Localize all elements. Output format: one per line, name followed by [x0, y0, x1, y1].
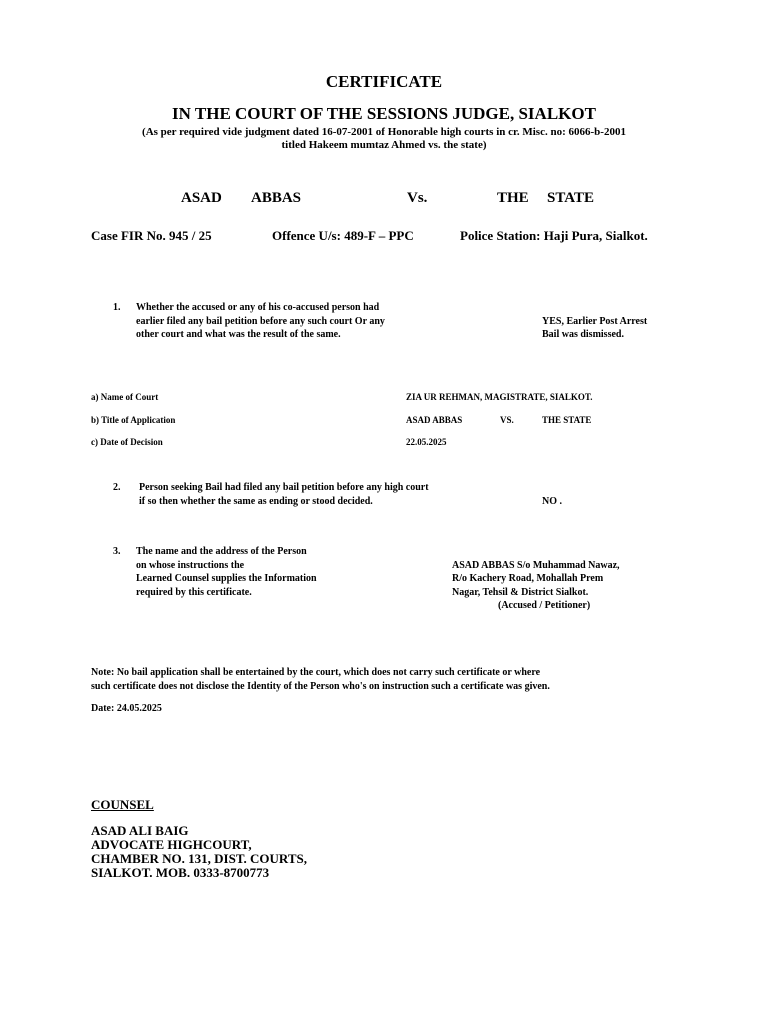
q1-number: 1. [113, 302, 121, 313]
decision-date-label: c) Date of Decision [91, 437, 163, 447]
q2-line-2: if so then whether the same as ending or stood decided. [139, 495, 373, 507]
judgment-reference-line-1: (As per required vide judgment dated 16-07-2001 of Honorable high courts in cr. Misc. no: 6066-b-2001 [142, 126, 626, 138]
counsel-chamber: CHAMBER NO. 131, DIST. COURTS, [91, 851, 307, 866]
q3-line-1: The name and the address of the Person [136, 546, 307, 557]
case-offence: Offence U/s: 489-F – PPC [272, 228, 414, 243]
case-police-station: Police Station: Haji Pura, Sialkot. [460, 228, 648, 243]
accused-last-name: ABBAS [251, 190, 302, 206]
counsel-heading: COUNSEL [91, 797, 154, 812]
application-title-state: THE STATE [542, 415, 592, 425]
case-fir-number: Case FIR No. 945 / 25 [91, 228, 212, 243]
versus-label: Vs. [407, 190, 428, 206]
q3-answer-line-3: Nagar, Tehsil & District Sialkot. [452, 586, 589, 598]
application-title-vs: VS. [500, 415, 514, 425]
q1-line-1: Whether the accused or any of his co-accused person had [136, 302, 380, 313]
certificate-title: CERTIFICATE [325, 72, 443, 91]
q3-answer-line-4: (Accused / Petitioner) [498, 600, 591, 611]
note-line-1: Note: No bail application shall be entertained by the court, which does not carry such certificate or where [91, 667, 541, 678]
judgment-reference-line-2: titled Hakeem mumtaz Ahmed vs. the state) [281, 139, 487, 151]
note-line-2: such certificate does not disclose the Identity of the Person who's on instruction such a certificate was given. [91, 681, 550, 692]
accused-first-name: ASAD [181, 190, 222, 206]
counsel-designation: ADVOCATE HIGHCOURT, [91, 837, 252, 852]
q2-answer: NO . [542, 495, 562, 507]
application-title-accused: ASAD ABBAS [406, 415, 463, 425]
certificate-date: Date: 24.05.2025 [91, 703, 162, 714]
q2-line-1: Person seeking Bail had filed any bail petition before any high court [139, 482, 429, 493]
court-name-value: ZIA UR REHMAN, MAGISTRATE, SIALKOT. [406, 392, 593, 402]
state-first-word: THE [497, 190, 529, 206]
q1-answer-line-2: Bail was dismissed. [542, 329, 624, 340]
application-title-label: b) Title of Application [91, 415, 176, 425]
decision-date-value: 22.05.2025 [406, 437, 447, 447]
court-name-label: a) Name of Court [91, 392, 159, 402]
q1-line-2: earlier filed any bail petition before any such court Or any [136, 315, 385, 327]
q1-answer-line-1: YES, Earlier Post Arrest [542, 315, 648, 327]
q3-number: 3. [113, 546, 121, 557]
q1-line-3: other court and what was the result of the same. [136, 329, 341, 340]
q3-answer-line-1: ASAD ABBAS S/o Muhammad Nawaz, [452, 559, 620, 571]
state-second-word: STATE [547, 190, 594, 206]
counsel-address: SIALKOT. MOB. 0333-8700773 [91, 865, 270, 880]
q2-number: 2. [113, 482, 121, 493]
court-title: IN THE COURT OF THE SESSIONS JUDGE, SIALKOT [172, 104, 596, 123]
q3-answer-line-2: R/o Kachery Road, Mohallah Prem [452, 573, 604, 584]
q3-line-4: required by this certificate. [136, 586, 252, 598]
q3-line-2: on whose instructions the [136, 559, 245, 571]
q3-line-3: Learned Counsel supplies the Information [136, 573, 317, 584]
counsel-name: ASAD ALI BAIG [91, 823, 189, 838]
